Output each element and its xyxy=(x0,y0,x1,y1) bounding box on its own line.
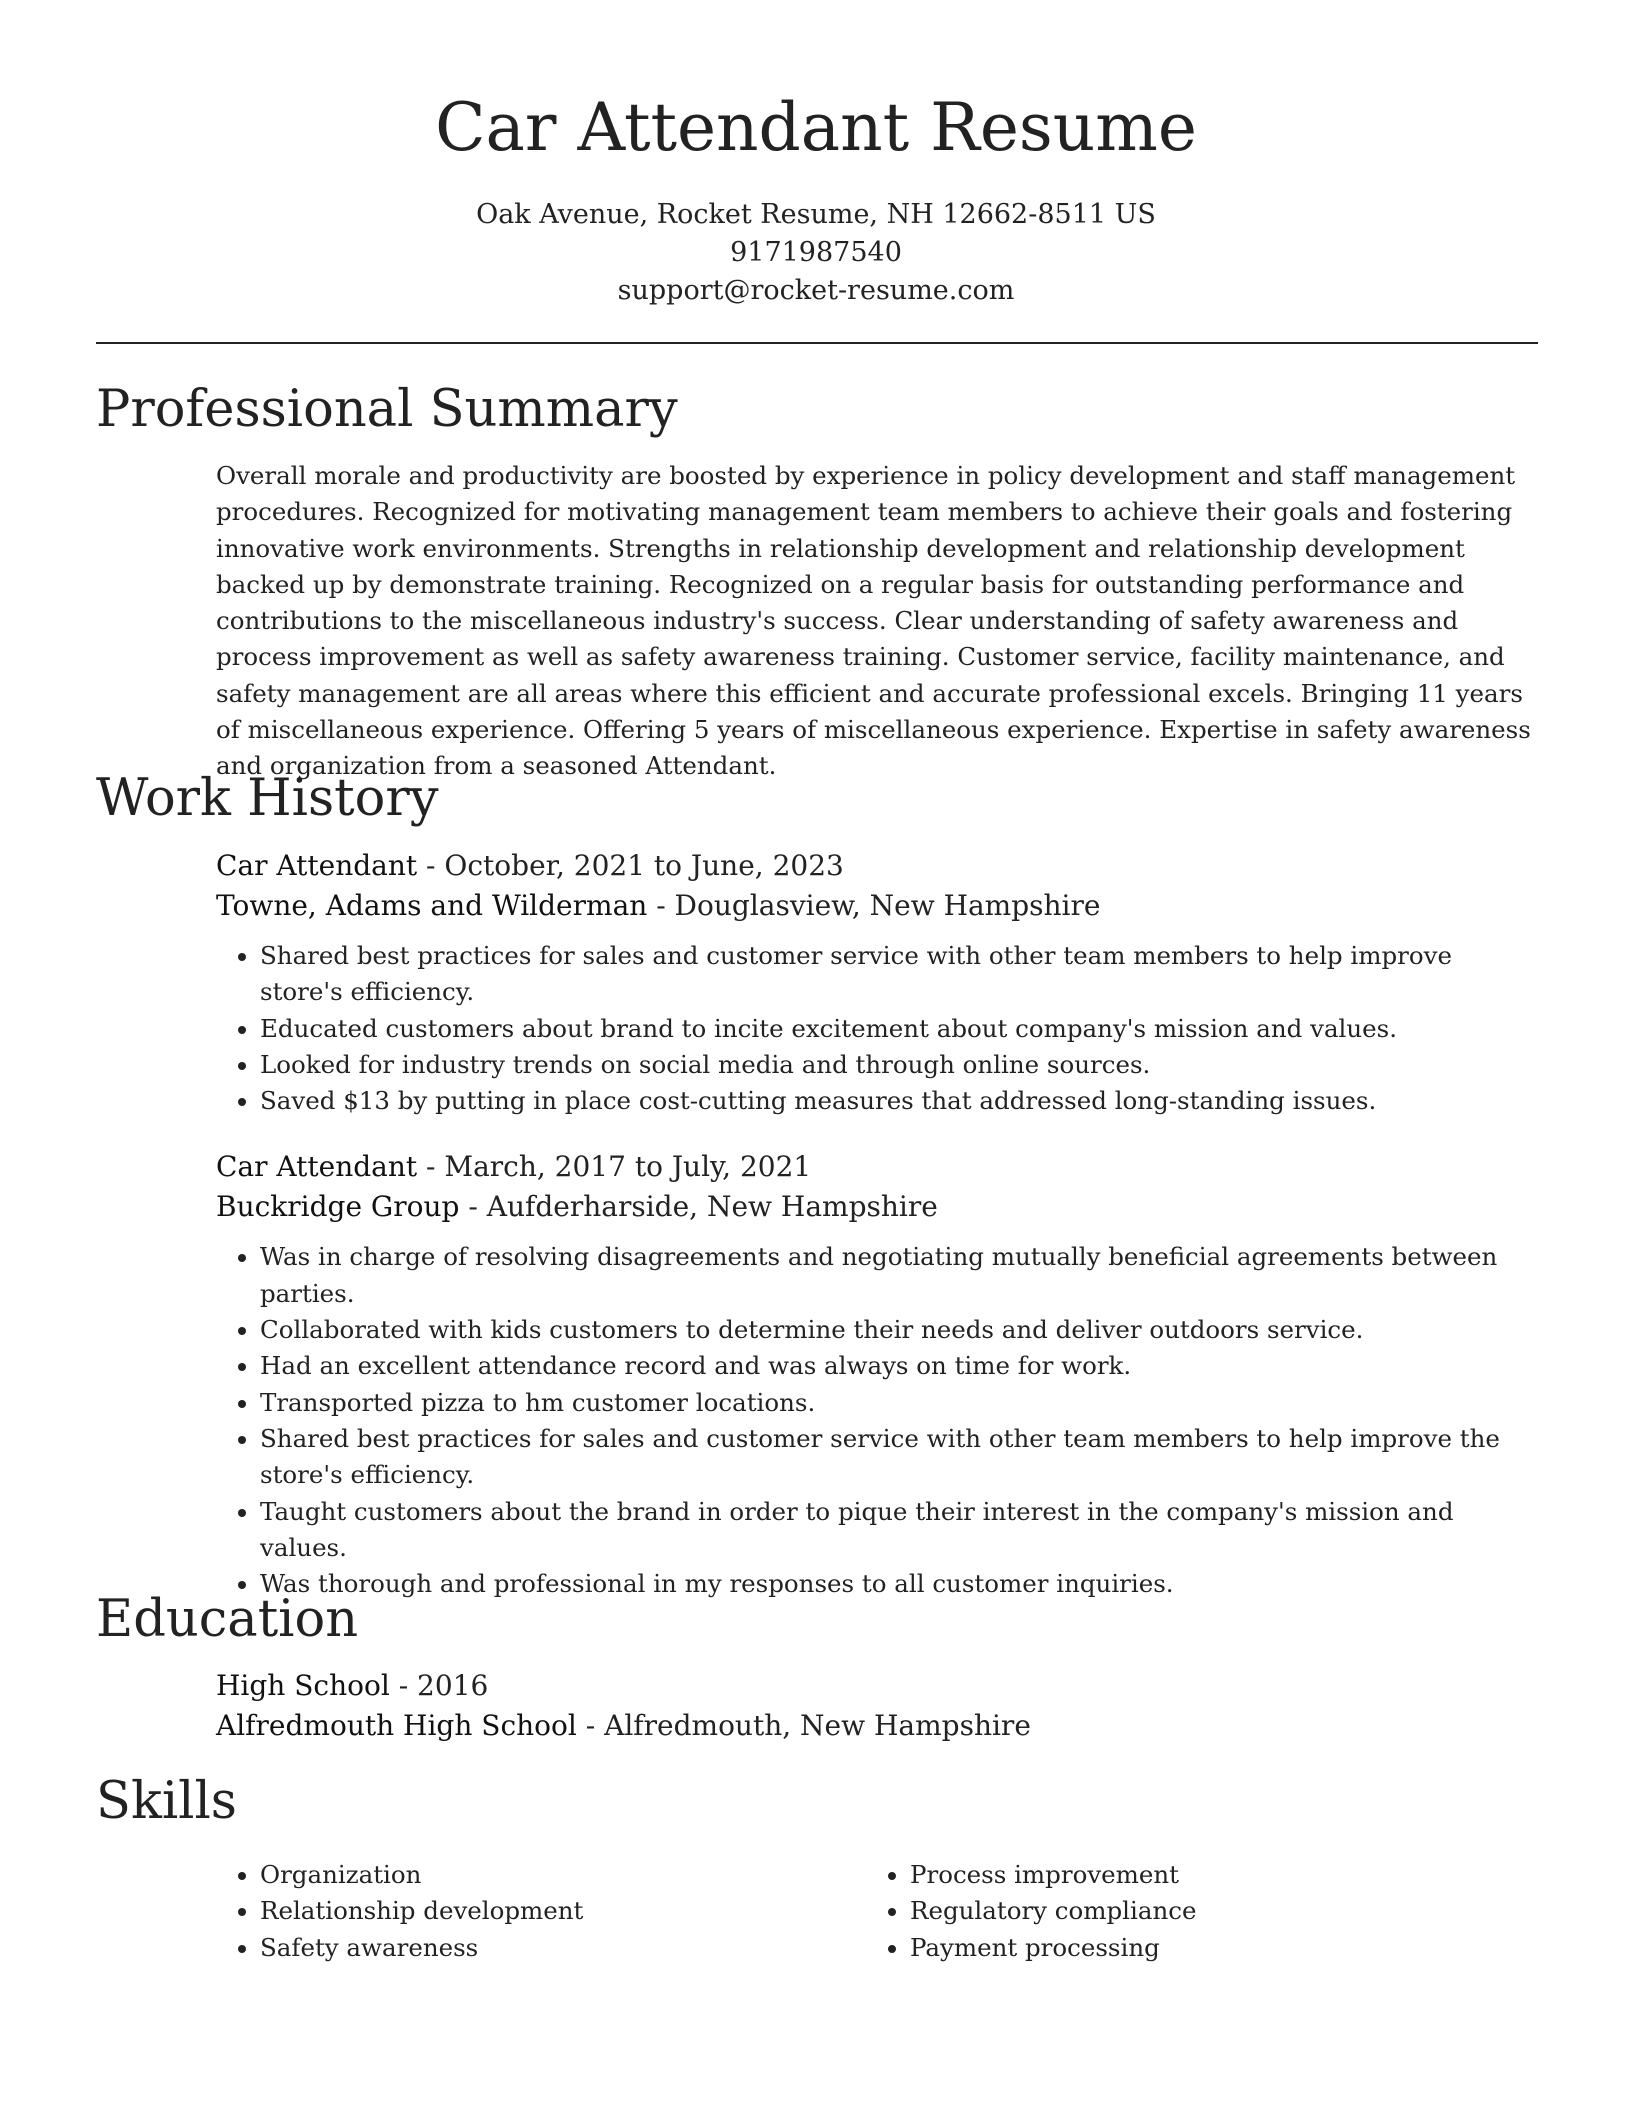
skills-list xyxy=(866,1857,1516,1966)
resume-title: Car Attendant Resume xyxy=(435,89,1197,166)
education-year: - 2016 xyxy=(389,1669,489,1702)
list-item: • Regulatory compliance xyxy=(910,1893,1516,1929)
list-item: • Was thorough and professional in my responses to all customer inquiries. xyxy=(260,1566,1540,1602)
job-entry xyxy=(216,1147,1540,1602)
job-entry xyxy=(216,846,1540,1119)
job-company: Towne, Adams and Wilderman xyxy=(216,889,648,922)
education-school: Alfredmouth High School xyxy=(216,1709,577,1742)
section-title-skills: Skills xyxy=(96,1772,237,1831)
list-item: • Relationship development xyxy=(260,1893,866,1929)
list-item: • Shared best practices for sales and customer service with other team members to help improve the store's efficiency. xyxy=(260,1421,1540,1494)
job-role: Car Attendant xyxy=(216,849,418,882)
skills-column-right xyxy=(866,1857,1516,1966)
list-item: • Taught customers about the brand in order to pique their interest in the company's mission and values. xyxy=(260,1494,1540,1567)
skills-section xyxy=(216,1857,1540,1966)
job-company-line xyxy=(216,886,1540,926)
job-bullets xyxy=(216,1239,1540,1602)
job-title-line xyxy=(216,1147,1540,1187)
education-degree-line xyxy=(216,1666,1540,1706)
section-title-education: Education xyxy=(96,1590,359,1649)
phone: 9171987540 xyxy=(730,237,902,268)
list-item: • Safety awareness xyxy=(260,1930,866,1966)
education-location: - Alfredmouth, New Hampshire xyxy=(576,1709,1031,1742)
list-item: • Shared best practices for sales and customer service with other team members to help improve store's efficiency. xyxy=(260,938,1540,1011)
skills-list xyxy=(216,1857,866,1966)
resume-header xyxy=(0,78,1632,310)
skills-column-left xyxy=(216,1857,866,1966)
list-item: • Had an excellent attendance record and was always on time for work. xyxy=(260,1348,1540,1384)
job-role: Car Attendant xyxy=(216,1150,418,1184)
job-dates: - October, 2021 to June, 2023 xyxy=(417,849,844,882)
list-item: • Looked for industry trends on social media and through online sources. xyxy=(260,1047,1540,1083)
summary-text: Overall morale and productivity are boosted by experience in policy development and staff management procedures. Recognized for motivating management team members to achieve their goals and fostering innovative work environments. Strengths in relationship development and relationship development backed up by demonstrate training. Recognized on a regular basis for outstanding performance and contributions to the miscellaneous industry's success. Clear understanding of safety awareness and process improvement as well as safety awareness training. Customer service, facility maintenance, and safety management are all areas where this efficient and accurate professional excels. Bringing 11 years of miscellaneous experience. Offering 5 years of miscellaneous experience. Expertise in safety awareness and organization from a seasoned Attendant. xyxy=(216,461,1531,781)
job-title-line xyxy=(216,846,1540,886)
list-item: • Was in charge of resolving disagreements and negotiating mutually beneficial agreements between parties. xyxy=(260,1239,1540,1312)
header-divider xyxy=(96,342,1538,344)
email: support@rocket-resume.com xyxy=(617,275,1015,306)
education-degree: High School xyxy=(216,1669,390,1702)
section-title-work: Work History xyxy=(96,769,439,828)
job-location: - Douglasview, New Hampshire xyxy=(647,889,1101,922)
list-item: • Educated customers about brand to incite excitement about company's mission and values. xyxy=(260,1011,1540,1047)
list-item: • Collaborated with kids customers to determine their needs and deliver outdoors service. xyxy=(260,1312,1540,1348)
work-section xyxy=(216,846,1540,1602)
job-bullets xyxy=(216,938,1540,1119)
education-section xyxy=(216,1666,1540,1746)
job-location: - Aufderharside, New Hampshire xyxy=(459,1190,938,1224)
job-company-line xyxy=(216,1187,1540,1227)
list-item: • Transported pizza to hm customer locations. xyxy=(260,1385,1540,1421)
list-item: • Process improvement xyxy=(910,1857,1516,1893)
summary-section xyxy=(216,458,1540,785)
address: Oak Avenue, Rocket Resume, NH 12662-8511 US xyxy=(476,199,1156,230)
section-title-summary: Professional Summary xyxy=(96,380,678,439)
list-item: • Saved $13 by putting in place cost-cutting measures that addressed long-standing issues. xyxy=(260,1083,1540,1119)
education-school-line xyxy=(216,1706,1540,1746)
job-company: Buckridge Group xyxy=(216,1190,460,1224)
list-item: • Payment processing xyxy=(910,1930,1516,1966)
skills-grid xyxy=(216,1857,1540,1966)
list-item: • Organization xyxy=(260,1857,866,1893)
job-dates: - March, 2017 to July, 2021 xyxy=(417,1150,812,1184)
